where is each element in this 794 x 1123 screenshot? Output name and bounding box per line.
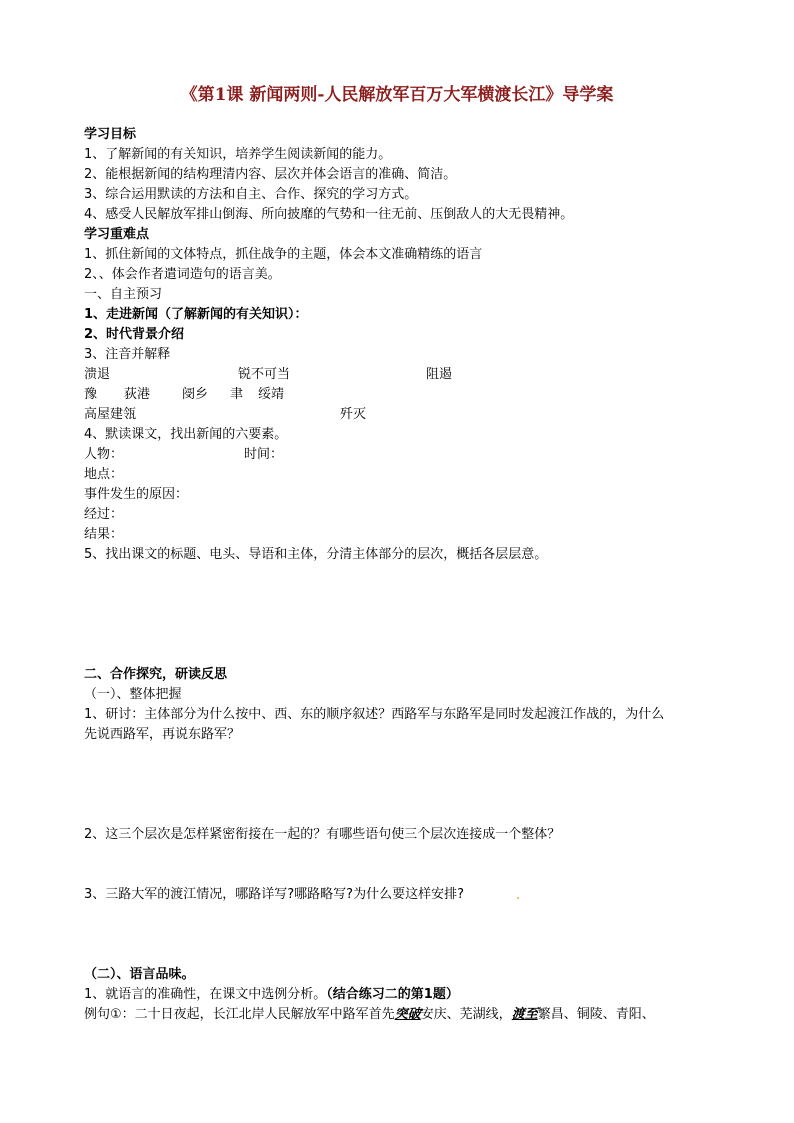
example-sentence-1: 例句①：二十日夜起，长江北岸人民解放军中路军首先突破安庆、芜湖线，渡至繁昌、铜陵、青阳、 [84,1007,655,1022]
element-result: 结果： [84,527,124,542]
element-people: 人物： [84,447,124,462]
key-point-item: 2、、体会作者遣词造句的语言美。 [84,267,281,282]
preview-item-4: 4、默读课文，找出新闻的六要素。 [84,427,288,442]
element-process: 经过： [84,507,124,522]
key-points-heading: 学习重难点 [84,227,150,242]
element-place: 地点： [84,467,124,482]
question-2: 2、这三个层次是怎样紧密衔接在一起的？有哪些语句使三个层次连接成一个整体？ [84,827,561,842]
preview-heading: 一、自主预习 [84,287,163,302]
vocab-word: 高屋建瓴 [84,407,137,422]
element-cause: 事件发生的原因： [84,487,189,502]
question-1-line-1: 1、研讨：主体部分为什么按中、西、东的顺序叙述？西路军与东路军是同时发起渡江作战的，为什么 [84,707,665,722]
vocab-word: 豫 [84,387,98,402]
vocab-word: 溃退 [84,367,111,382]
vocab-word: 阌乡 [182,387,209,402]
key-point-item: 1、抓住新闻的文体特点，抓住战争的主题，体会本文准确精练的语言 [84,247,483,262]
language-question-1: 1、就语言的准确性，在课文中选例分析。（结合练习二的第1题） [84,987,459,1002]
inquiry-heading: 二、合作探究，研读反思 [84,667,228,682]
element-time: 时间： [244,447,284,462]
stray-mark: . [516,888,521,903]
objective-item: 4、感受人民解放军排山倒海、所向披靡的气势和一往无前、压倒敌人的大无畏精神。 [84,207,574,222]
vocab-word: 聿 [230,387,244,402]
objectives-heading: 学习目标 [84,127,137,142]
inquiry-sub-1: （一）、整体把握 [84,687,182,702]
vocab-word: 荻港 [124,387,151,402]
question-1-line-2: 先说西路军，再说东路军？ [84,727,241,742]
page-title: 《第1课 新闻两则-人民解放军百万大军横渡长江》导学案 [180,85,614,105]
preview-item-3: 3、注音并解释 [84,347,171,362]
vocab-word: 锐不可当 [238,367,291,382]
vocab-word: 阻遏 [426,367,453,382]
objective-item: 2、能根据新闻的结构理清内容、层次并体会语言的准确、简洁。 [84,167,457,182]
inquiry-sub-2: （二）、语言品味。 [84,967,195,982]
vocab-word: 绥靖 [258,387,285,402]
preview-item-2: 2、时代背景介绍 [84,327,185,342]
vocab-word: 歼灭 [340,407,367,422]
objective-item: 3、综合运用默读的方法和自主、合作、探究的学习方式。 [84,187,418,202]
preview-item-5: 5、找出课文的标题、电头、导语和主体，分清主体部分的层次，概括各层层意。 [84,547,548,562]
preview-item-1: 1、走进新闻（了解新闻的有关知识）： [84,307,308,322]
objective-item: 1、了解新闻的有关知识，培养学生阅读新闻的能力。 [84,147,392,162]
question-3: 3、三路大军的渡江情况，哪路详写?哪路略写?为什么要这样安排? [84,887,464,902]
